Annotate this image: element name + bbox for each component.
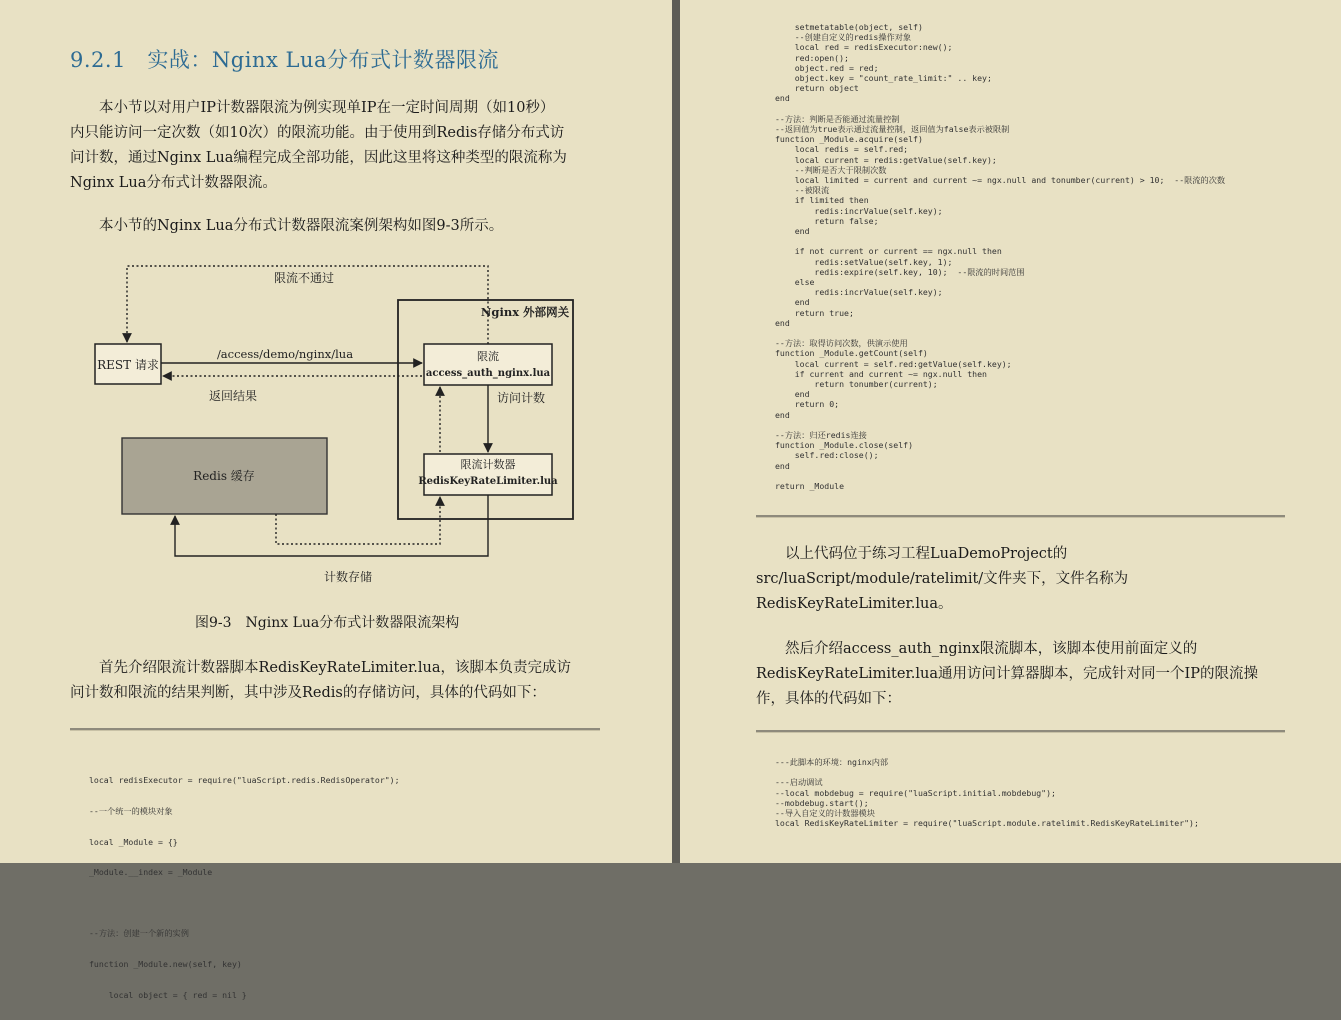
paragraph-line: RedisKeyRateLimiter.lua通用访问计算器脚本，完成针对同一个IP的限流操: [756, 666, 1258, 682]
request-path-label: /access/demo/nginx/lua: [216, 347, 354, 361]
paragraph-line: 本小节以对用户IP计数器限流为例实现单IP在一定时间周期（如10秒）: [70, 100, 555, 116]
code-line: --方法：创建一个新的实例: [89, 928, 189, 939]
code-line: local current = redis:getValue(self.key);: [775, 154, 997, 165]
code-line: ---启动调试: [775, 777, 823, 788]
code-line: local redis = self.red;: [775, 144, 909, 155]
rate-limit-title: 限流: [477, 350, 499, 363]
code-line: [775, 236, 1225, 246]
code-line: end: [775, 297, 810, 308]
code-line: --mobdebug.start();: [775, 797, 869, 808]
code-line: local redisExecutor = require("luaScript.redis.RedisOperator");: [89, 775, 400, 786]
left-page: [0, 0, 672, 1000]
right-page: [680, 0, 1341, 863]
code-line: if limited then: [775, 195, 869, 206]
code-line: --返回值为true表示通过流量控制，返回值为false表示被限制: [775, 124, 1010, 135]
code-line: ---此脚本的环境：nginx内部: [775, 757, 889, 767]
code-line: end: [775, 409, 790, 420]
code-line: --一个统一的模块对象: [89, 806, 173, 817]
figure-caption: 图9-3 Nginx Lua分布式计数器限流架构: [195, 615, 460, 631]
code-block: [89, 755, 400, 1020]
code-line: function _Module.acquire(self): [775, 134, 923, 145]
page-gutter: [672, 0, 680, 863]
redis-cache-label: Redis 缓存: [193, 469, 255, 483]
code-line: return tonumber(current);: [775, 379, 938, 390]
reject-label: 限流不通过: [273, 271, 335, 285]
code-line: end: [775, 226, 810, 237]
count-label: 访问计数: [496, 391, 546, 405]
code-line: local red = redisExecutor:new();: [775, 42, 953, 53]
code-block: [775, 22, 1225, 491]
code-line: function _Module.getCount(self): [775, 348, 928, 359]
code-divider: [70, 728, 600, 731]
paragraph-line: 问计数，通过Nginx Lua编程完成全部功能，因此这里将这种类型的限流称为: [70, 150, 567, 166]
paragraph-line: 然后介绍access_auth_nginx限流脚本，该脚本使用前面定义的: [756, 641, 1198, 657]
code-line: local _Module = {}: [89, 836, 178, 847]
code-line: redis:setValue(self.key, 1);: [775, 256, 953, 267]
code-intro-paragraph: [70, 656, 571, 706]
code-line: return object: [775, 83, 859, 94]
code-line: object.key = "count_rate_limit:" .. key;: [775, 73, 992, 84]
code-line: setmetatable(object, self): [775, 22, 923, 32]
section-heading: 9.2.1 实战：Nginx Lua分布式计数器限流: [70, 48, 499, 72]
figure-intro-paragraph: [70, 214, 503, 239]
code-line: --创建自定义的redis操作对象: [775, 32, 912, 43]
code-line: return false;: [775, 215, 879, 226]
location-paragraph: [756, 542, 1128, 617]
code-line: return _Module: [775, 481, 845, 492]
code-line: local current = self.red:getValue(self.key);: [775, 358, 1012, 369]
code-line: red:open();: [775, 52, 849, 63]
code-line: local limited = current and current ~= ngx.null and tonumber(current) > 10; --限流的次数: [775, 175, 1226, 186]
code-divider: [756, 730, 1285, 733]
code-line: else: [775, 277, 815, 288]
code-line: --方法：取得访问次数，供演示使用: [775, 338, 908, 349]
code-line: [775, 420, 1225, 430]
code-line: end: [775, 317, 790, 328]
rest-request-label: REST 请求: [97, 358, 159, 372]
storage-label: 计数存储: [323, 570, 373, 584]
gateway-label: Nginx 外部网关: [480, 305, 570, 319]
rate-limit-file: access_auth_nginx.lua: [425, 368, 551, 379]
code-line: return 0;: [775, 399, 840, 410]
code-line: --local mobdebug = require("luaScript.initial.mobdebug");: [775, 787, 1056, 798]
code-line: redis:expire(self.key, 10); --限流的时间范围: [775, 266, 1025, 277]
counter-title: 限流计数器: [460, 458, 516, 471]
paragraph-line: 内只能访问一定次数（如10次）的限流功能。由于使用到Redis存储分布式访: [70, 125, 565, 141]
paragraph-line: Nginx Lua分布式计数器限流。: [70, 175, 277, 191]
paragraph-line: 本小节的Nginx Lua分布式计数器限流案例架构如图9-3所示。: [70, 218, 504, 234]
code-line: --方法：判断是否能通过流量控制: [775, 113, 900, 124]
code-line: if not current or current == ngx.null then: [775, 246, 1002, 257]
code-line: [89, 898, 400, 908]
paragraph-line: src/luaScript/module/ratelimit/文件夹下，文件名称为: [756, 571, 1129, 587]
code-line: redis:incrValue(self.key);: [775, 205, 943, 216]
code-block: [775, 757, 1199, 828]
code-line: --导入自定义的计数器模块: [775, 808, 875, 818]
code-line: redis:incrValue(self.key);: [775, 287, 943, 298]
access-script-paragraph: [756, 637, 1258, 712]
code-line: _Module.__index = _Module: [89, 867, 213, 878]
intro-paragraph: [70, 96, 567, 196]
architecture-diagram: [85, 258, 595, 593]
code-line: end: [775, 389, 810, 400]
paragraph-line: 首先介绍限流计数器脚本RedisKeyRateLimiter.lua，该脚本负责完成访: [70, 660, 572, 676]
code-line: --方法：归还redis连接: [775, 430, 867, 441]
code-line: if current and current ~= ngx.null then: [775, 368, 987, 379]
code-line: function _Module.new(self, key): [89, 959, 242, 970]
counter-file: RedisKeyRateLimiter.lua: [418, 476, 558, 487]
code-line: --判断是否大于限制次数: [775, 164, 887, 175]
code-line: --被限流: [775, 185, 830, 196]
paragraph-line: 作，具体的代码如下：: [756, 691, 901, 707]
return-label: 返回结果: [208, 389, 258, 403]
code-line: end: [775, 460, 790, 471]
code-line: function _Module.close(self): [775, 440, 914, 451]
code-line: [775, 328, 1225, 338]
code-line: object.red = red;: [775, 62, 879, 73]
code-line: self.red:close();: [775, 450, 879, 461]
paragraph-line: 问计数和限流的结果判断，其中涉及Redis的存储访问，具体的代码如下：: [70, 685, 546, 701]
code-line: return true;: [775, 307, 854, 318]
code-line: local object = { red = nil }: [89, 989, 247, 1000]
paragraph-line: RedisKeyRateLimiter.lua。: [756, 596, 953, 612]
code-line: end: [775, 93, 790, 104]
code-line: [775, 104, 1225, 114]
code-line: [775, 471, 1225, 481]
code-line: [775, 767, 1199, 777]
paragraph-line: 以上代码位于练习工程LuaDemoProject的: [756, 546, 1068, 562]
code-line: local RedisKeyRateLimiter = require("luaScript.module.ratelimit.RedisKeyRateLimiter");: [775, 818, 1199, 829]
code-divider: [756, 515, 1285, 518]
